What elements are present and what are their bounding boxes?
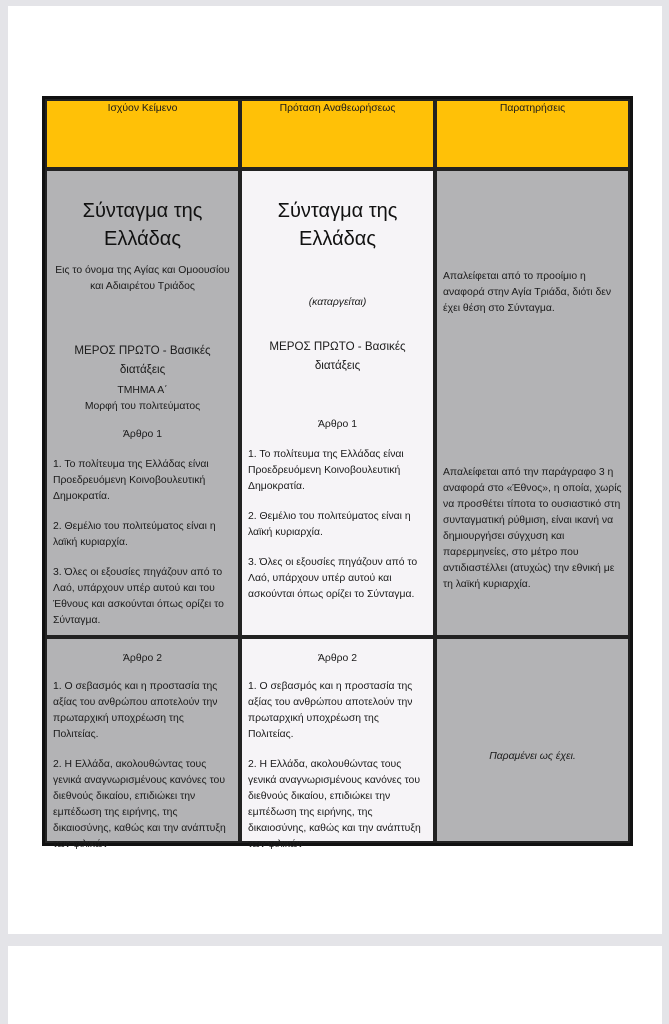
revision-text-cell-1 xyxy=(240,169,435,637)
revision-text-cell-2 xyxy=(240,637,435,850)
comparison-table xyxy=(42,96,633,850)
section-a-title: Μορφή του πολιτεύματος xyxy=(84,401,201,412)
article-1-heading-revised: Άρθρο 1 xyxy=(318,419,357,430)
article-2-paragraph-1: 1. Ο σεβασμός και η προστασία της αξίας του ανθρώπου αποτελούν την πρωταρχική υποχρέωση της Πολιτείας. xyxy=(53,681,218,740)
article-1-paragraph-2-revised: 2. Θεμέλιο του πολιτεύματος είναι η λαϊκή κυριαρχία. xyxy=(248,511,411,538)
next-page xyxy=(8,946,662,1024)
constitution-title-revised: Σύνταγμα της Ελλάδας xyxy=(277,200,398,250)
part-one-heading-revised: ΜΕΡΟΣ ΠΡΩΤΟ - Βασικές διατάξεις xyxy=(269,340,406,372)
article-1-heading: Άρθρο 1 xyxy=(123,429,162,440)
invocation-text: Εις το όνομα της Αγίας και Ομοουσίου και Αδιαιρέτου Τριάδος xyxy=(55,265,230,292)
article-2-paragraph-1-revised: 1. Ο σεβασμός και η προστασία της αξίας του ανθρώπου αποτελούν την πρωταρχική υποχρέωση της Πολιτείας. xyxy=(248,681,413,740)
part-one-heading: ΜΕΡΟΣ ΠΡΩΤΟ - Βασικές διατάξεις xyxy=(74,344,211,376)
remark-nation: Απαλείφεται από την παράγραφο 3 η αναφορά στο «Έθνος», η οποία, χωρίς να προσθέτει τίποτα το ουσιαστικό στη συνταγματική ρύθμιση, είναι ικανή να δημιουργήσει σύγχυση και παρερμηνείες, στο μέτρο που αντιδιαστέλλει (ατυχώς) την εθνική με τη λαϊκή κυριαρχία. xyxy=(443,467,622,590)
article-1-paragraph-1-revised: 1. Το πολίτευμα της Ελλάδας είναι Προεδρευόμενη Κοινοβουλευτική Δημοκρατία. xyxy=(248,449,404,492)
article-2-row xyxy=(45,637,630,843)
current-text-cell-1 xyxy=(45,169,240,637)
remarks-cell-1 xyxy=(435,169,630,637)
article-2-paragraph-2-revised: 2. Η Ελλάδα, ακολουθώντας τους γενικά αναγνωρισμένους κανόνες του διεθνούς δικαίου, επιδιώκει την εμπέδωση της ειρήνης, της δικαιοσύνης, καθώς και την ανάπτυξη των φιλικών xyxy=(248,759,421,850)
header-revision-proposal: Πρόταση Αναθεωρήσεως xyxy=(240,99,435,169)
repealed-note: (καταργείται) xyxy=(308,297,367,308)
article-1-paragraph-3-revised: 3. Όλες οι εξουσίες πηγάζουν από το Λαό, υπάρχουν υπέρ αυτού και ασκούνται όπως ορίζει το Σύνταγμα. xyxy=(248,557,418,600)
header-remarks: Παρατηρήσεις xyxy=(435,99,630,169)
constitution-title: Σύνταγμα της Ελλάδας xyxy=(82,200,203,250)
current-text-cell-2 xyxy=(45,637,240,850)
header-row xyxy=(45,99,630,169)
remark-invocation: Απαλείφεται από το προοίμιο η αναφορά στην Αγία Τριάδα, διότι δεν έχει θέση στο Σύνταγμα. xyxy=(443,271,612,314)
document-page xyxy=(8,6,662,934)
article-2-paragraph-2: 2. Η Ελλάδα, ακολουθώντας τους γενικά αναγνωρισμένους κανόνες του διεθνούς δικαίου, επιδιώκει την εμπέδωση της ειρήνης, της δικαιοσύνης, καθώς και την ανάπτυξη των φιλικών xyxy=(53,759,226,850)
article-1-row xyxy=(45,169,630,637)
article-2-heading-revised: Άρθρο 2 xyxy=(318,653,357,664)
remarks-cell-2 xyxy=(435,637,630,843)
section-a-label: ΤΜΗΜΑ Α΄ xyxy=(117,385,168,396)
article-2-heading: Άρθρο 2 xyxy=(123,653,162,664)
article-1-paragraph-1: 1. Το πολίτευμα της Ελλάδας είναι Προεδρευόμενη Κοινοβουλευτική Δημοκρατία. xyxy=(53,459,209,502)
header-current-text: Ισχύον Κείμενο xyxy=(45,99,240,169)
article-1-paragraph-3: 3. Όλες οι εξουσίες πηγάζουν από το Λαό, υπάρχουν υπέρ αυτού και του Έθνους και ασκούνται όπως ορίζει το Σύνταγμα. xyxy=(53,567,224,626)
article-1-paragraph-2: 2. Θεμέλιο του πολιτεύματος είναι η λαϊκή κυριαρχία. xyxy=(53,521,216,548)
remark-unchanged: Παραμένει ως έχει. xyxy=(489,751,576,762)
